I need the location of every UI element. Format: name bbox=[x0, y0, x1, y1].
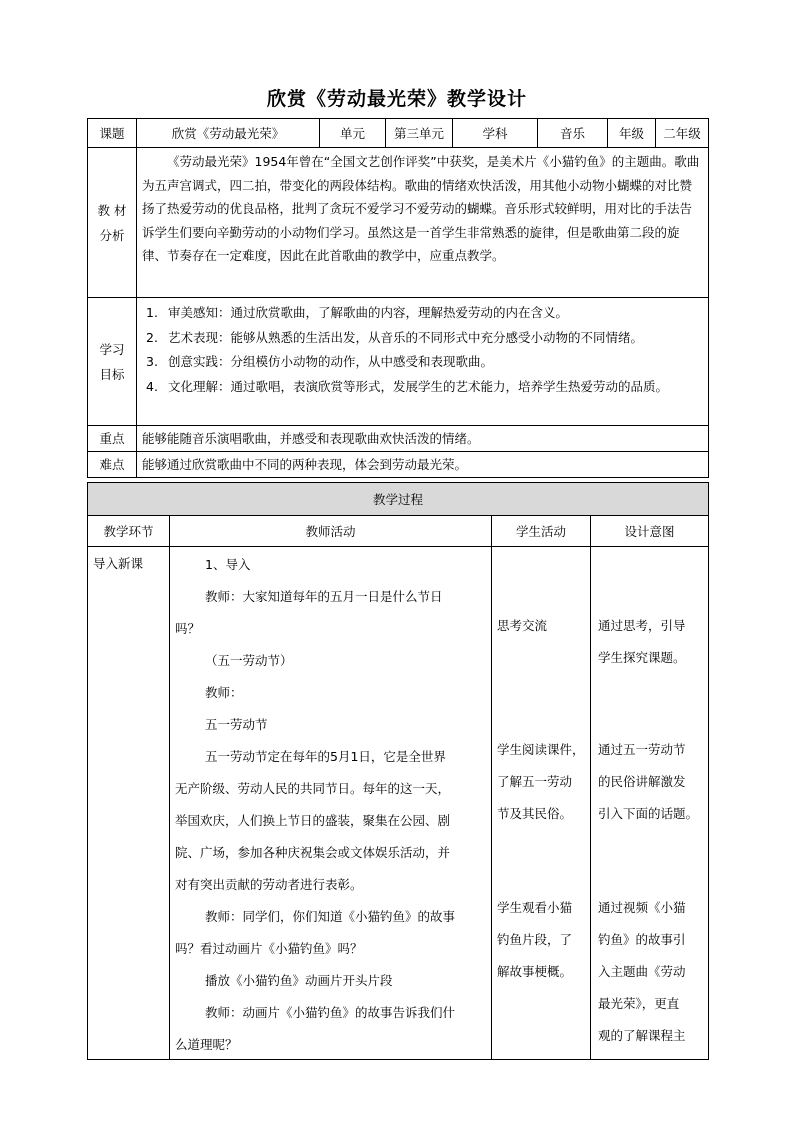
process-table bbox=[87, 482, 709, 1060]
design-intent: 通过五一劳动节 的民俗讲解激发 引入下面的话题。 bbox=[598, 742, 699, 821]
goal-item: 1. 审美感知：通过欣赏歌曲，了解歌曲的内容，理解热爱劳动的内在含义。 bbox=[146, 305, 569, 320]
col-intent: 设计意图 bbox=[591, 516, 709, 547]
page-title: 欣赏《劳动最光荣》教学设计 bbox=[266, 88, 527, 110]
teacher-line: 教师： bbox=[205, 685, 243, 700]
teacher-line: 五一劳动节 bbox=[205, 717, 268, 732]
design-intent: 通过视频《小猫 钓鱼》的故事引 入主题曲《劳动 最光荣》，更直 观的了解课程主 bbox=[598, 900, 686, 1043]
process-title-row bbox=[88, 483, 709, 516]
teacher-cell bbox=[170, 547, 492, 1060]
student-activity: 思考交流 bbox=[497, 618, 548, 633]
student-activity: 学生观看小猫 钓鱼片段，了 解故事梗概。 bbox=[497, 900, 573, 979]
process-header-row bbox=[88, 516, 709, 547]
info-table bbox=[87, 118, 709, 478]
unit-value: 第三单元 bbox=[386, 119, 453, 148]
goal-item: 2. 艺术表现：能够从熟悉的生活出发，从音乐的不同形式中充分感受小动物的不同情绪。 bbox=[146, 329, 644, 345]
teacher-line: 吗？看过动画片《小猫钓鱼》吗？ bbox=[175, 941, 363, 956]
grade-label: 年级 bbox=[608, 119, 656, 148]
subject-label: 学科 bbox=[453, 119, 538, 148]
key-point-text: 能够能随音乐演唱歌曲，并感受和表现歌曲欢快活泼的情绪。 bbox=[137, 426, 709, 452]
key-point-row bbox=[88, 426, 709, 452]
difficulty-text: 能够通过欣赏歌曲中不同的两种表现，体会到劳动最光荣。 bbox=[137, 452, 709, 478]
student-activity: 学生阅读课件， 了解五一劳动 节及其民俗。 bbox=[497, 742, 585, 821]
analysis-label-line2: 分析 bbox=[99, 227, 125, 243]
analysis-label bbox=[88, 148, 137, 298]
teacher-line: 举国欢庆，人们换上节日的盛装，聚集在公园、剧 bbox=[175, 813, 451, 828]
key-point-label: 重点 bbox=[88, 426, 137, 452]
unit-label: 单元 bbox=[320, 119, 386, 148]
teacher-line: 无产阶级、劳动人民的共同节日。每年的这一天， bbox=[175, 781, 451, 796]
analysis-cell bbox=[137, 148, 709, 298]
student-cell bbox=[492, 547, 591, 1060]
stage-cell: 导入新课 bbox=[88, 547, 170, 1060]
subject-value: 音乐 bbox=[538, 119, 608, 148]
teacher-line: 五一劳动节定在每年的5月1日，它是全世界 bbox=[205, 749, 446, 764]
course-label: 课题 bbox=[88, 119, 137, 148]
teacher-line: （五一劳动节） bbox=[205, 653, 293, 668]
intent-cell bbox=[591, 547, 709, 1060]
design-intent: 通过思考，引导 学生探究课题。 bbox=[598, 618, 686, 665]
teacher-line: 播放《小猫钓鱼》动画片开头片段 bbox=[205, 973, 393, 988]
difficulty-label: 难点 bbox=[88, 452, 137, 478]
goals-label-line2: 目标 bbox=[99, 366, 125, 382]
goal-item: 4. 文化理解：通过歌唱，表演欣赏等形式，发展学生的艺术能力，培养学生热爱劳动的品质。 bbox=[146, 378, 669, 394]
process-title: 教学过程 bbox=[88, 483, 709, 516]
teacher-line: 吗？ bbox=[175, 621, 201, 636]
teacher-line: 院、广场，参加各种庆祝集会或文体娱乐活动，并 bbox=[175, 845, 451, 860]
process-body-row bbox=[88, 547, 709, 1060]
col-teacher: 教师活动 bbox=[170, 516, 492, 547]
col-stage: 教学环节 bbox=[88, 516, 170, 547]
header-row bbox=[88, 119, 709, 148]
course-value: 欣赏《劳动最光荣》 bbox=[137, 119, 320, 148]
goals-cell bbox=[137, 298, 709, 426]
teacher-line: 教师：同学们，你们知道《小猫钓鱼》的故事 bbox=[205, 909, 456, 924]
analysis-label-line1: 教 材 bbox=[97, 202, 127, 218]
teacher-line: 教师：动画片《小猫钓鱼》的故事告诉我们什 bbox=[205, 1005, 456, 1020]
teacher-line: 教师：大家知道每年的五月一日是什么节日 bbox=[205, 589, 443, 604]
teacher-line: 么道理呢？ bbox=[175, 1037, 238, 1052]
goals-row bbox=[88, 298, 709, 426]
analysis-text: 《劳动最光荣》1954年曾在“全国文艺创作评奖”中获奖，是美术片《小猫钓鱼》的主题曲。歌曲为五声宫调式，四二拍，带变化的两段体结构。歌曲的情绪欢快活泼，用其他小动物小蝴蝶的对比赞扬了热爱劳动的优良品格，批判了贪玩不爱学习不爱劳动的蝴蝶。音乐形式较鲜明，用对比的手法告诉学生们要向辛勤劳动的小动物们学习。虽然这是一首学生非常熟悉的旋律，但是歌曲第二段的旋律、节奏存在一定难度，因此在此首歌曲的教学中，应重点教学。 bbox=[142, 154, 700, 263]
goals-label-line1: 学习 bbox=[99, 341, 125, 357]
grade-value: 二年级 bbox=[656, 119, 709, 148]
analysis-row bbox=[88, 148, 709, 298]
teacher-line: 1、导入 bbox=[205, 557, 251, 572]
teacher-line: 对有突出贡献的劳动者进行表彰。 bbox=[175, 877, 363, 892]
goals-label bbox=[88, 298, 137, 426]
goal-item: 3. 创意实践：分组模仿小动物的动作，从中感受和表现歌曲。 bbox=[146, 354, 494, 369]
difficulty-row bbox=[88, 452, 709, 478]
col-student: 学生活动 bbox=[492, 516, 591, 547]
